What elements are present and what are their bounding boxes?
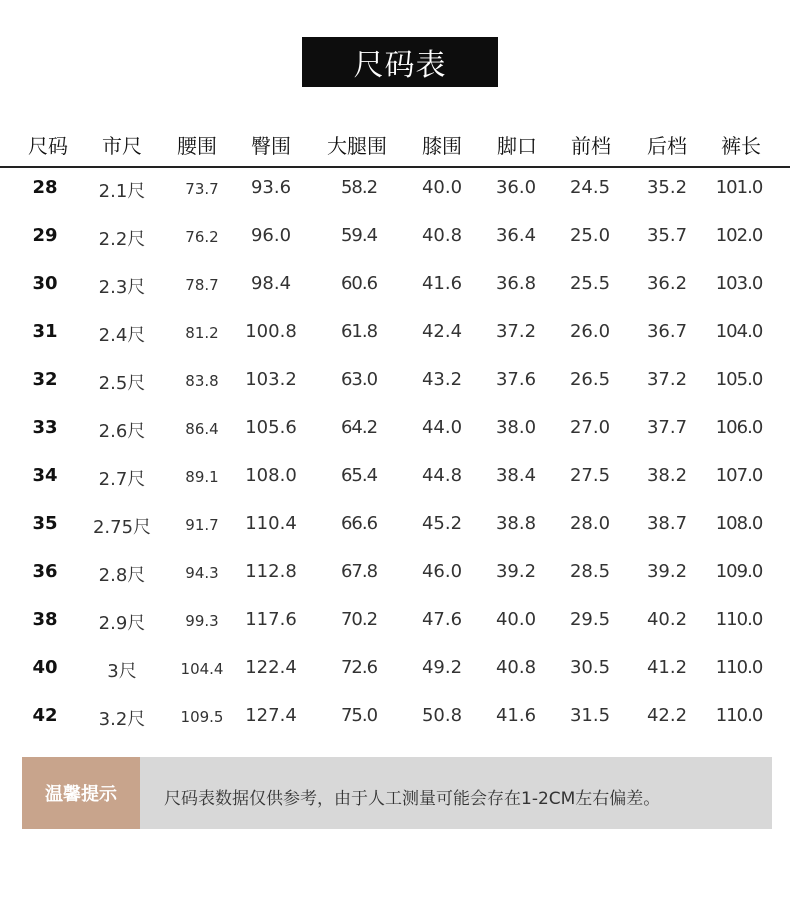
table-row [0,405,790,453]
cell-thigh: 58.2 [340,177,378,198]
header-front-rise: 前档 [571,134,611,158]
cell-shichi: 3尺 [107,661,137,682]
cell-knee: 46.0 [421,561,463,582]
cell-length: 107.0 [715,465,763,486]
cell-thigh: 63.0 [340,369,378,390]
cell-length: 105.0 [715,369,763,390]
cell-waist: 89.1 [185,468,219,486]
cell-shichi: 2.3尺 [98,277,146,298]
cell-front-rise: 29.5 [569,609,611,630]
cell-waist: 104.4 [180,660,224,678]
cell-shichi: 2.75尺 [92,517,152,538]
cell-waist: 76.2 [185,228,219,246]
header-shichi: 市尺 [102,134,142,158]
header-hip: 臀围 [251,134,291,158]
cell-leg-opening: 36.0 [495,177,537,198]
cell-knee: 42.4 [421,321,463,342]
table-row [0,501,790,549]
cell-leg-opening: 37.2 [495,321,537,342]
cell-thigh: 65.4 [340,465,378,486]
cell-hip: 103.2 [245,369,297,390]
cell-size: 38 [32,609,58,630]
cell-shichi: 2.7尺 [98,469,146,490]
cell-waist: 94.3 [185,564,219,582]
cell-front-rise: 25.5 [569,273,611,294]
cell-size: 42 [32,705,58,726]
table-row [0,357,790,405]
cell-length: 108.0 [715,513,763,534]
cell-waist: 83.8 [185,372,219,390]
cell-size: 40 [32,657,58,678]
header-length: 裤长 [721,134,761,158]
header-waist: 腰围 [177,134,217,158]
cell-hip: 108.0 [245,465,297,486]
cell-back-rise: 37.2 [646,369,688,390]
cell-back-rise: 38.7 [646,513,688,534]
table-row [0,597,790,645]
cell-length: 101.0 [715,177,763,198]
cell-size: 29 [32,225,58,246]
cell-knee: 40.0 [421,177,463,198]
cell-hip: 93.6 [250,177,292,198]
cell-shichi: 3.2尺 [98,709,146,730]
cell-size: 30 [32,273,58,294]
cell-leg-opening: 38.8 [495,513,537,534]
cell-front-rise: 28.5 [569,561,611,582]
cell-front-rise: 31.5 [569,705,611,726]
header-back-rise: 后档 [647,134,687,158]
cell-back-rise: 42.2 [646,705,688,726]
header-size: 尺码 [28,134,68,158]
cell-back-rise: 35.7 [646,225,688,246]
cell-back-rise: 36.2 [646,273,688,294]
table-header [0,120,790,168]
cell-back-rise: 37.7 [646,417,688,438]
cell-thigh: 72.6 [340,657,378,678]
cell-back-rise: 35.2 [646,177,688,198]
cell-front-rise: 28.0 [569,513,611,534]
header-leg-opening: 脚口 [497,134,537,158]
cell-shichi: 2.6尺 [98,421,146,442]
cell-back-rise: 41.2 [646,657,688,678]
header-knee: 膝围 [422,134,462,158]
cell-front-rise: 24.5 [569,177,611,198]
cell-length: 110.0 [715,705,763,726]
cell-length: 102.0 [715,225,763,246]
cell-size: 35 [32,513,58,534]
cell-waist: 109.5 [180,708,224,726]
cell-leg-opening: 41.6 [495,705,537,726]
cell-knee: 44.8 [421,465,463,486]
cell-knee: 40.8 [421,225,463,246]
tip-label: 温馨提示 [22,757,140,829]
table-row [0,261,790,309]
cell-back-rise: 39.2 [646,561,688,582]
cell-hip: 110.4 [245,513,297,534]
cell-leg-opening: 38.4 [495,465,537,486]
cell-front-rise: 30.5 [569,657,611,678]
cell-back-rise: 38.2 [646,465,688,486]
cell-back-rise: 36.7 [646,321,688,342]
cell-waist: 99.3 [185,612,219,630]
table-row [0,693,790,741]
cell-length: 109.0 [715,561,763,582]
tip-bar [22,757,772,829]
tip-text: 尺码表数据仅供参考，由于人工测量可能会存在1-2CM左右偏差。 [164,789,661,809]
cell-leg-opening: 36.4 [495,225,537,246]
cell-size: 36 [32,561,58,582]
cell-shichi: 2.8尺 [98,565,146,586]
cell-front-rise: 25.0 [569,225,611,246]
cell-shichi: 2.9尺 [98,613,146,634]
cell-front-rise: 27.5 [569,465,611,486]
cell-thigh: 60.6 [340,273,378,294]
cell-leg-opening: 40.8 [495,657,537,678]
cell-hip: 98.4 [250,273,292,294]
page-title-text: 尺码表 [353,48,447,83]
cell-knee: 45.2 [421,513,463,534]
cell-hip: 96.0 [250,225,292,246]
cell-front-rise: 26.0 [569,321,611,342]
cell-leg-opening: 39.2 [495,561,537,582]
cell-size: 33 [32,417,58,438]
cell-shichi: 2.4尺 [98,325,146,346]
table-row [0,165,790,213]
cell-thigh: 59.4 [340,225,378,246]
cell-length: 106.0 [715,417,763,438]
cell-knee: 43.2 [421,369,463,390]
cell-shichi: 2.5尺 [98,373,146,394]
cell-thigh: 70.2 [340,609,378,630]
header-thigh: 大腿围 [327,134,387,158]
cell-size: 32 [32,369,58,390]
cell-back-rise: 40.2 [646,609,688,630]
cell-leg-opening: 38.0 [495,417,537,438]
cell-waist: 73.7 [185,180,219,198]
cell-length: 103.0 [715,273,763,294]
table-row [0,645,790,693]
cell-leg-opening: 40.0 [495,609,537,630]
cell-length: 110.0 [715,657,763,678]
cell-shichi: 2.2尺 [98,229,146,250]
cell-hip: 127.4 [245,705,297,726]
cell-knee: 47.6 [421,609,463,630]
cell-waist: 78.7 [185,276,219,294]
cell-size: 31 [32,321,58,342]
table-row [0,213,790,261]
cell-hip: 105.6 [245,417,297,438]
cell-waist: 86.4 [185,420,219,438]
cell-length: 104.0 [715,321,763,342]
table-row [0,549,790,597]
cell-knee: 41.6 [421,273,463,294]
cell-leg-opening: 37.6 [495,369,537,390]
cell-front-rise: 26.5 [569,369,611,390]
table-row [0,309,790,357]
cell-hip: 122.4 [245,657,297,678]
cell-shichi: 2.1尺 [98,181,146,202]
page-title [302,37,498,87]
cell-waist: 81.2 [185,324,219,342]
cell-thigh: 67.8 [340,561,378,582]
table-row [0,453,790,501]
cell-front-rise: 27.0 [569,417,611,438]
cell-knee: 44.0 [421,417,463,438]
cell-thigh: 64.2 [340,417,378,438]
cell-hip: 117.6 [245,609,297,630]
cell-thigh: 75.0 [340,705,378,726]
cell-knee: 49.2 [421,657,463,678]
cell-hip: 100.8 [245,321,297,342]
cell-waist: 91.7 [185,516,219,534]
cell-leg-opening: 36.8 [495,273,537,294]
cell-thigh: 61.8 [340,321,378,342]
cell-length: 110.0 [715,609,763,630]
cell-knee: 50.8 [421,705,463,726]
cell-size: 28 [32,177,58,198]
cell-size: 34 [32,465,58,486]
cell-hip: 112.8 [245,561,297,582]
cell-thigh: 66.6 [340,513,378,534]
